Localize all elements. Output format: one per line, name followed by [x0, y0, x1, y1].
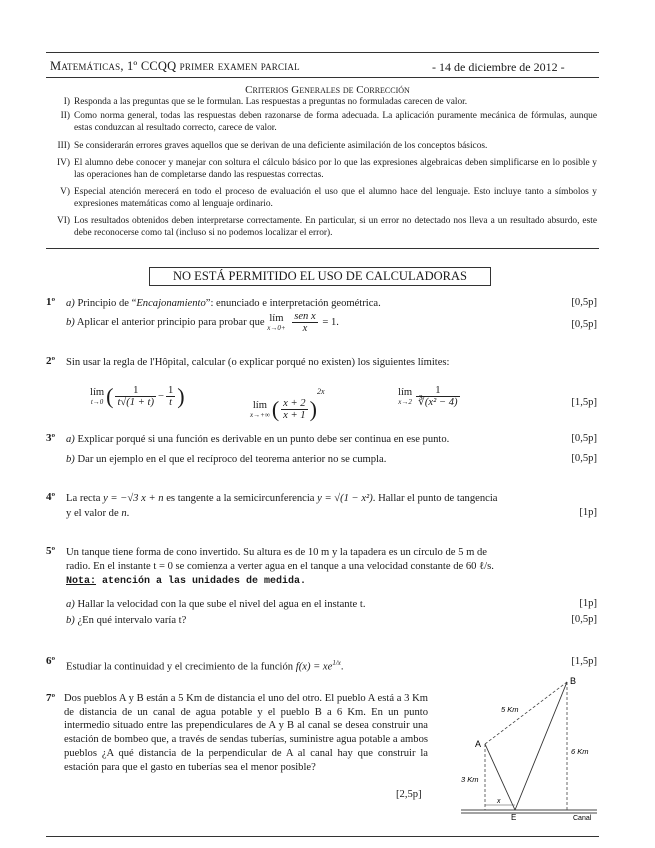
fraction-numerator: x + 2 [283, 398, 306, 410]
question-5-line-1: Un tanque tiene forma de cono invertido. Su altura es de 10 m y la tapadera es un círculo de 5 m de [66, 547, 487, 558]
item-label: a) [66, 298, 75, 309]
criterion-number: II) [60, 111, 70, 121]
fraction [166, 385, 175, 408]
fraction-denominator: t [169, 397, 173, 408]
exam-title: Matemáticas, 1º CCQQ primer examen parcial [50, 59, 300, 73]
question-3-number: 3º [46, 432, 56, 444]
item-label: b) [66, 454, 75, 465]
question-5a [66, 598, 365, 612]
item-label: b) [66, 615, 75, 626]
item-label: a) [66, 434, 75, 445]
item-label: a) [66, 599, 75, 610]
q5b-text: ¿En qué intervalo varía t? [77, 615, 187, 626]
lim-sub: x→+∞ [250, 410, 270, 419]
fraction-numerator: 1 [416, 385, 459, 397]
q4-text: es tangente a la semicircunferencia [166, 493, 315, 504]
q4-text: La recta [66, 493, 101, 504]
label-5km: 5 Km [501, 705, 519, 714]
lim-sub: x→2 [398, 397, 412, 406]
fraction-denominator: x + 1 [283, 410, 306, 422]
question-4-line-2 [66, 507, 129, 521]
label-x: x [497, 798, 501, 805]
criterion-text: El alumno debe conocer y manejar con soltura el cálculo básico por lo que las expresiones algebraicas deben simplificarse en lo posible y las operaciones han de completarse dando las respuestas correctas. [74, 158, 597, 180]
question-5-line-2: radio. En el instante t = 0 se comienza a verter agua en el tanque a una velocidad constante de 60 ℓ/s. [66, 561, 494, 572]
question-5-note [66, 574, 306, 589]
lim-word: lím [398, 386, 413, 398]
lim-block [398, 388, 412, 406]
question-1a-points: [0,5p] [571, 297, 597, 308]
note-text: atención a las unidades de medida. [96, 576, 307, 587]
q5a-text: Hallar la velocidad con la que sube el nivel del agua en el instante t. [77, 599, 366, 610]
q2-limit-2 [250, 385, 325, 421]
label-canal: Canal [573, 815, 592, 822]
q2-limit-3 [398, 385, 462, 408]
question-3a-points: [0,5p] [571, 433, 597, 444]
question-5b [66, 614, 186, 628]
question-3b-points: [0,5p] [571, 453, 597, 464]
item-label: b) [66, 316, 75, 328]
close-paren: ) [177, 383, 185, 409]
bottom-rule [46, 836, 599, 837]
lim-word: lím [252, 399, 267, 411]
exponent: 2x [316, 387, 325, 396]
criterion-number: IV) [56, 158, 70, 168]
q1b-equals: = 1. [322, 316, 339, 328]
top-rule [46, 52, 599, 53]
question-5b-points: [0,5p] [571, 614, 597, 625]
open-paren: ( [271, 396, 280, 422]
question-3a [66, 433, 449, 447]
criterion-number: V) [60, 187, 70, 197]
label-b: B [570, 676, 577, 686]
q2-limit-1 [90, 385, 185, 408]
question-2-points: [1,5p] [571, 397, 597, 408]
q6-exponent: 1/x [332, 659, 341, 667]
question-4-number: 4º [46, 491, 56, 503]
question-7-text: Dos pueblos A y B están a 5 Km de distancia el uno del otro. El pueblo A está a 3 Km de distancia de un canal de agua potable y el pueblo B a 6 Km. En un punto intermedio situado entre las prependiculares de A y B al canal se desea construir una estación de bombeo que, a través de sendas tuberías, suministre agua potable a ambos pueblos ¿A qué distancia de la perpendicular de A al canal hay que construir la estación para que el gasto en tuberías sea el menor posible? [64, 693, 428, 773]
fraction-denominator: x [302, 323, 308, 334]
question-2-number: 2º [46, 355, 56, 367]
no-calculators-banner: NO ESTÁ PERMITIDO EL USO DE CALCULADORAS [149, 267, 491, 286]
q4-semicircle-equation: y = √(1 − x²) [317, 493, 373, 504]
fraction-numerator: sen x [294, 311, 316, 322]
q6-text: Estudiar la continuidad y el crecimiento de la función [66, 661, 294, 673]
note-label: Nota: [66, 576, 97, 587]
question-1b [66, 311, 339, 334]
q4-text: . Hallar el punto de tangencia [372, 493, 498, 504]
question-6-points: [1,5p] [571, 656, 597, 667]
exam-date: - 14 de diciembre de 2012 - [432, 60, 565, 74]
q1b-limit [267, 314, 285, 332]
q1a-text-post: ”: enunciado e interpretación geométrica. [205, 298, 381, 309]
question-1b-points: [0,5p] [571, 319, 597, 330]
criterion-text: Responda a las preguntas que se le formulan. Las respuestas a preguntas no formuladas carecen de valor. [74, 97, 468, 107]
open-paren: ( [106, 383, 114, 409]
question-7-points: [2,5p] [396, 789, 422, 800]
criterion-text: Como norma general, todas las respuestas deben razonarse de forma adecuada. La aplicación puramente mecánica de fórmulas, aunque estas conduzcan al resultado correcto, carece de valor. [74, 111, 597, 133]
q1b-fraction [292, 311, 317, 334]
question-6-number: 6º [46, 655, 56, 667]
q4-line-equation: y = −√3 x + n [103, 493, 164, 504]
lim-block [90, 388, 104, 406]
question-6-text [66, 656, 344, 675]
lim-block [250, 401, 270, 419]
label-3km: 3 Km [461, 775, 479, 784]
question-3b [66, 453, 386, 467]
lim-word: lím [90, 386, 105, 398]
question-4-points: [1p] [579, 507, 597, 518]
criterion-text: Se considerarán errores graves aquellos que se derivan de una deficiente asimilación de los conceptos básicos. [74, 141, 488, 151]
fraction-denominator: ∛(x² − 4) [418, 397, 458, 408]
question-1-number: 1º [46, 296, 56, 308]
close-paren: ) [309, 396, 317, 422]
q6-dot: . [340, 661, 344, 673]
lim-word: lím [269, 312, 284, 324]
q1a-emphasis: Encajonamiento [136, 298, 206, 309]
header-rule [46, 77, 599, 78]
fraction [416, 385, 459, 408]
label-e: E [511, 813, 517, 822]
fraction [281, 398, 307, 421]
criteria-title: Criterios Generales de Corrección [245, 84, 410, 96]
question-5a-points: [1p] [579, 598, 597, 609]
q4-variable: n [121, 508, 127, 519]
criterion-number: VI) [56, 216, 70, 226]
question-5-number: 5º [46, 545, 56, 557]
fraction-numerator: 1 [115, 385, 156, 397]
criterion-text: Los resultados obtenidos deben interpretarse correctamente. En particular, si un error no detectado nos lleva a un resultado absurdo, este debe reconocerse como tal (incluso si no podemos localizar el error). [74, 216, 597, 238]
q6-function: f(x) = xe [295, 661, 333, 673]
fraction-numerator: 1 [167, 385, 174, 396]
question-4-line-1 [66, 492, 597, 506]
lim-sub: x→0+ [267, 323, 286, 332]
q1b-text: Aplicar el anterior principio para probar que [76, 316, 265, 328]
q4-text: . [126, 508, 130, 519]
criterion-number: I) [63, 97, 70, 107]
fraction-denominator: t√(1 + t) [117, 397, 154, 408]
label-a: A [475, 739, 482, 749]
pumping-station-diagram [455, 672, 605, 822]
question-7-number: 7º [46, 692, 56, 704]
criteria-rule [46, 248, 599, 249]
label-6km: 6 Km [571, 747, 589, 756]
fraction [115, 385, 156, 408]
q1a-text-pre: Principio de “ [77, 298, 137, 309]
q3b-text: Dar un ejemplo en el que el recíproco del teorema anterior no se cumpla. [77, 454, 387, 465]
question-1a [66, 297, 381, 311]
q3a-text: Explicar porqué si una función es derivable en un punto debe ser continua en ese punto. [77, 434, 450, 445]
criterion-number: III) [57, 141, 70, 151]
lim-sub: t→0 [90, 397, 104, 406]
minus-sign: − [157, 390, 164, 402]
criterion-text: Especial atención merecerá en todo el proceso de evaluación el uso que el alumno hace del lenguaje. Esto incluye tanto a símbolos y expresiones matemáticas como al lenguaje ordinario. [74, 187, 597, 209]
q4-text: y el valor de [66, 508, 119, 519]
question-2-text: Sin usar la regla de l'Hôpital, calcular (o explicar porqué no existen) los siguientes límites: [66, 357, 450, 368]
